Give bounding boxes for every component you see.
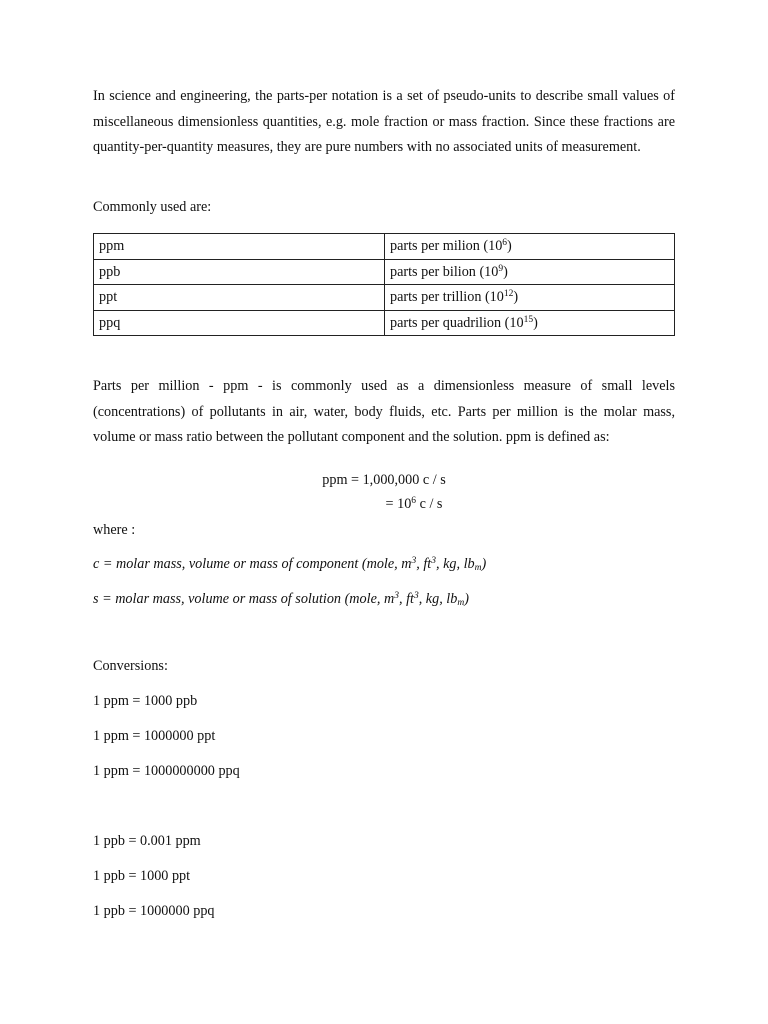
conversion-line: 1 ppm = 1000 ppb: [93, 693, 198, 709]
table-row: [94, 310, 675, 336]
table-cell-abbr: ppq: [94, 310, 385, 336]
table-cell-abbr: ppm: [94, 234, 385, 260]
table-cell-name: parts per trillion $(10^{12})$: [385, 285, 675, 311]
table-row: [94, 234, 675, 260]
table-cell-abbr: ppt: [94, 285, 385, 311]
where-label: where :: [93, 522, 136, 538]
table-cell-name: parts per bilion $(10^9)$: [385, 259, 675, 285]
ppm-paragraph: Parts per million - ppm - is commonly used as a dimensionless measure of small levels (concentrations) of pollutants in air, water, body fluids, etc. Parts per million is the molar mass, volume or mass ratio between the pollutant component and the solution. ppm is defined as:: [93, 378, 675, 445]
table-cell-abbr: ppb: [94, 259, 385, 285]
formula-line-1: ppm = 1,000,000 c / s: [322, 472, 446, 488]
conversion-line: 1 ppm = 1000000000 ppq: [93, 763, 240, 779]
table-cell-name: parts per quadrilion $(10^{15})$: [385, 310, 675, 336]
definition-c: c = molar mass, volume or mass of component (mole, $m^3$, $ft^3$, kg, $lb_m$): [93, 556, 487, 573]
conversion-line: 1 ppb = 1000 ppt: [93, 868, 191, 884]
commonly-used-label: Commonly used are:: [93, 199, 212, 215]
conversion-line: 1 ppb = 0.001 ppm: [93, 833, 201, 849]
conversion-line: 1 ppb = 1000000 ppq: [93, 903, 215, 919]
units-table: [93, 233, 675, 336]
table-row: [94, 285, 675, 311]
definition-s: s = molar mass, volume or mass of solution (mole, $m^3$, $ft^3$, kg, $lb_m$): [93, 591, 469, 608]
conversions-heading: Conversions:: [93, 658, 168, 674]
table-row: [94, 259, 675, 285]
table-cell-name: parts per milion $(10^6)$: [385, 234, 675, 260]
conversion-line: 1 ppm = 1000000 ppt: [93, 728, 216, 744]
formula-line-2: = $10^6$ c / s: [385, 496, 443, 512]
intro-paragraph: In science and engineering, the parts-per notation is a set of pseudo-units to describe small values of miscellaneous dimensionless quantities, e.g. mole fraction or mass fraction. Since these fractions are quantity-per-quantity measures, they are pure numbers with no associated units of measurement.: [93, 88, 675, 155]
